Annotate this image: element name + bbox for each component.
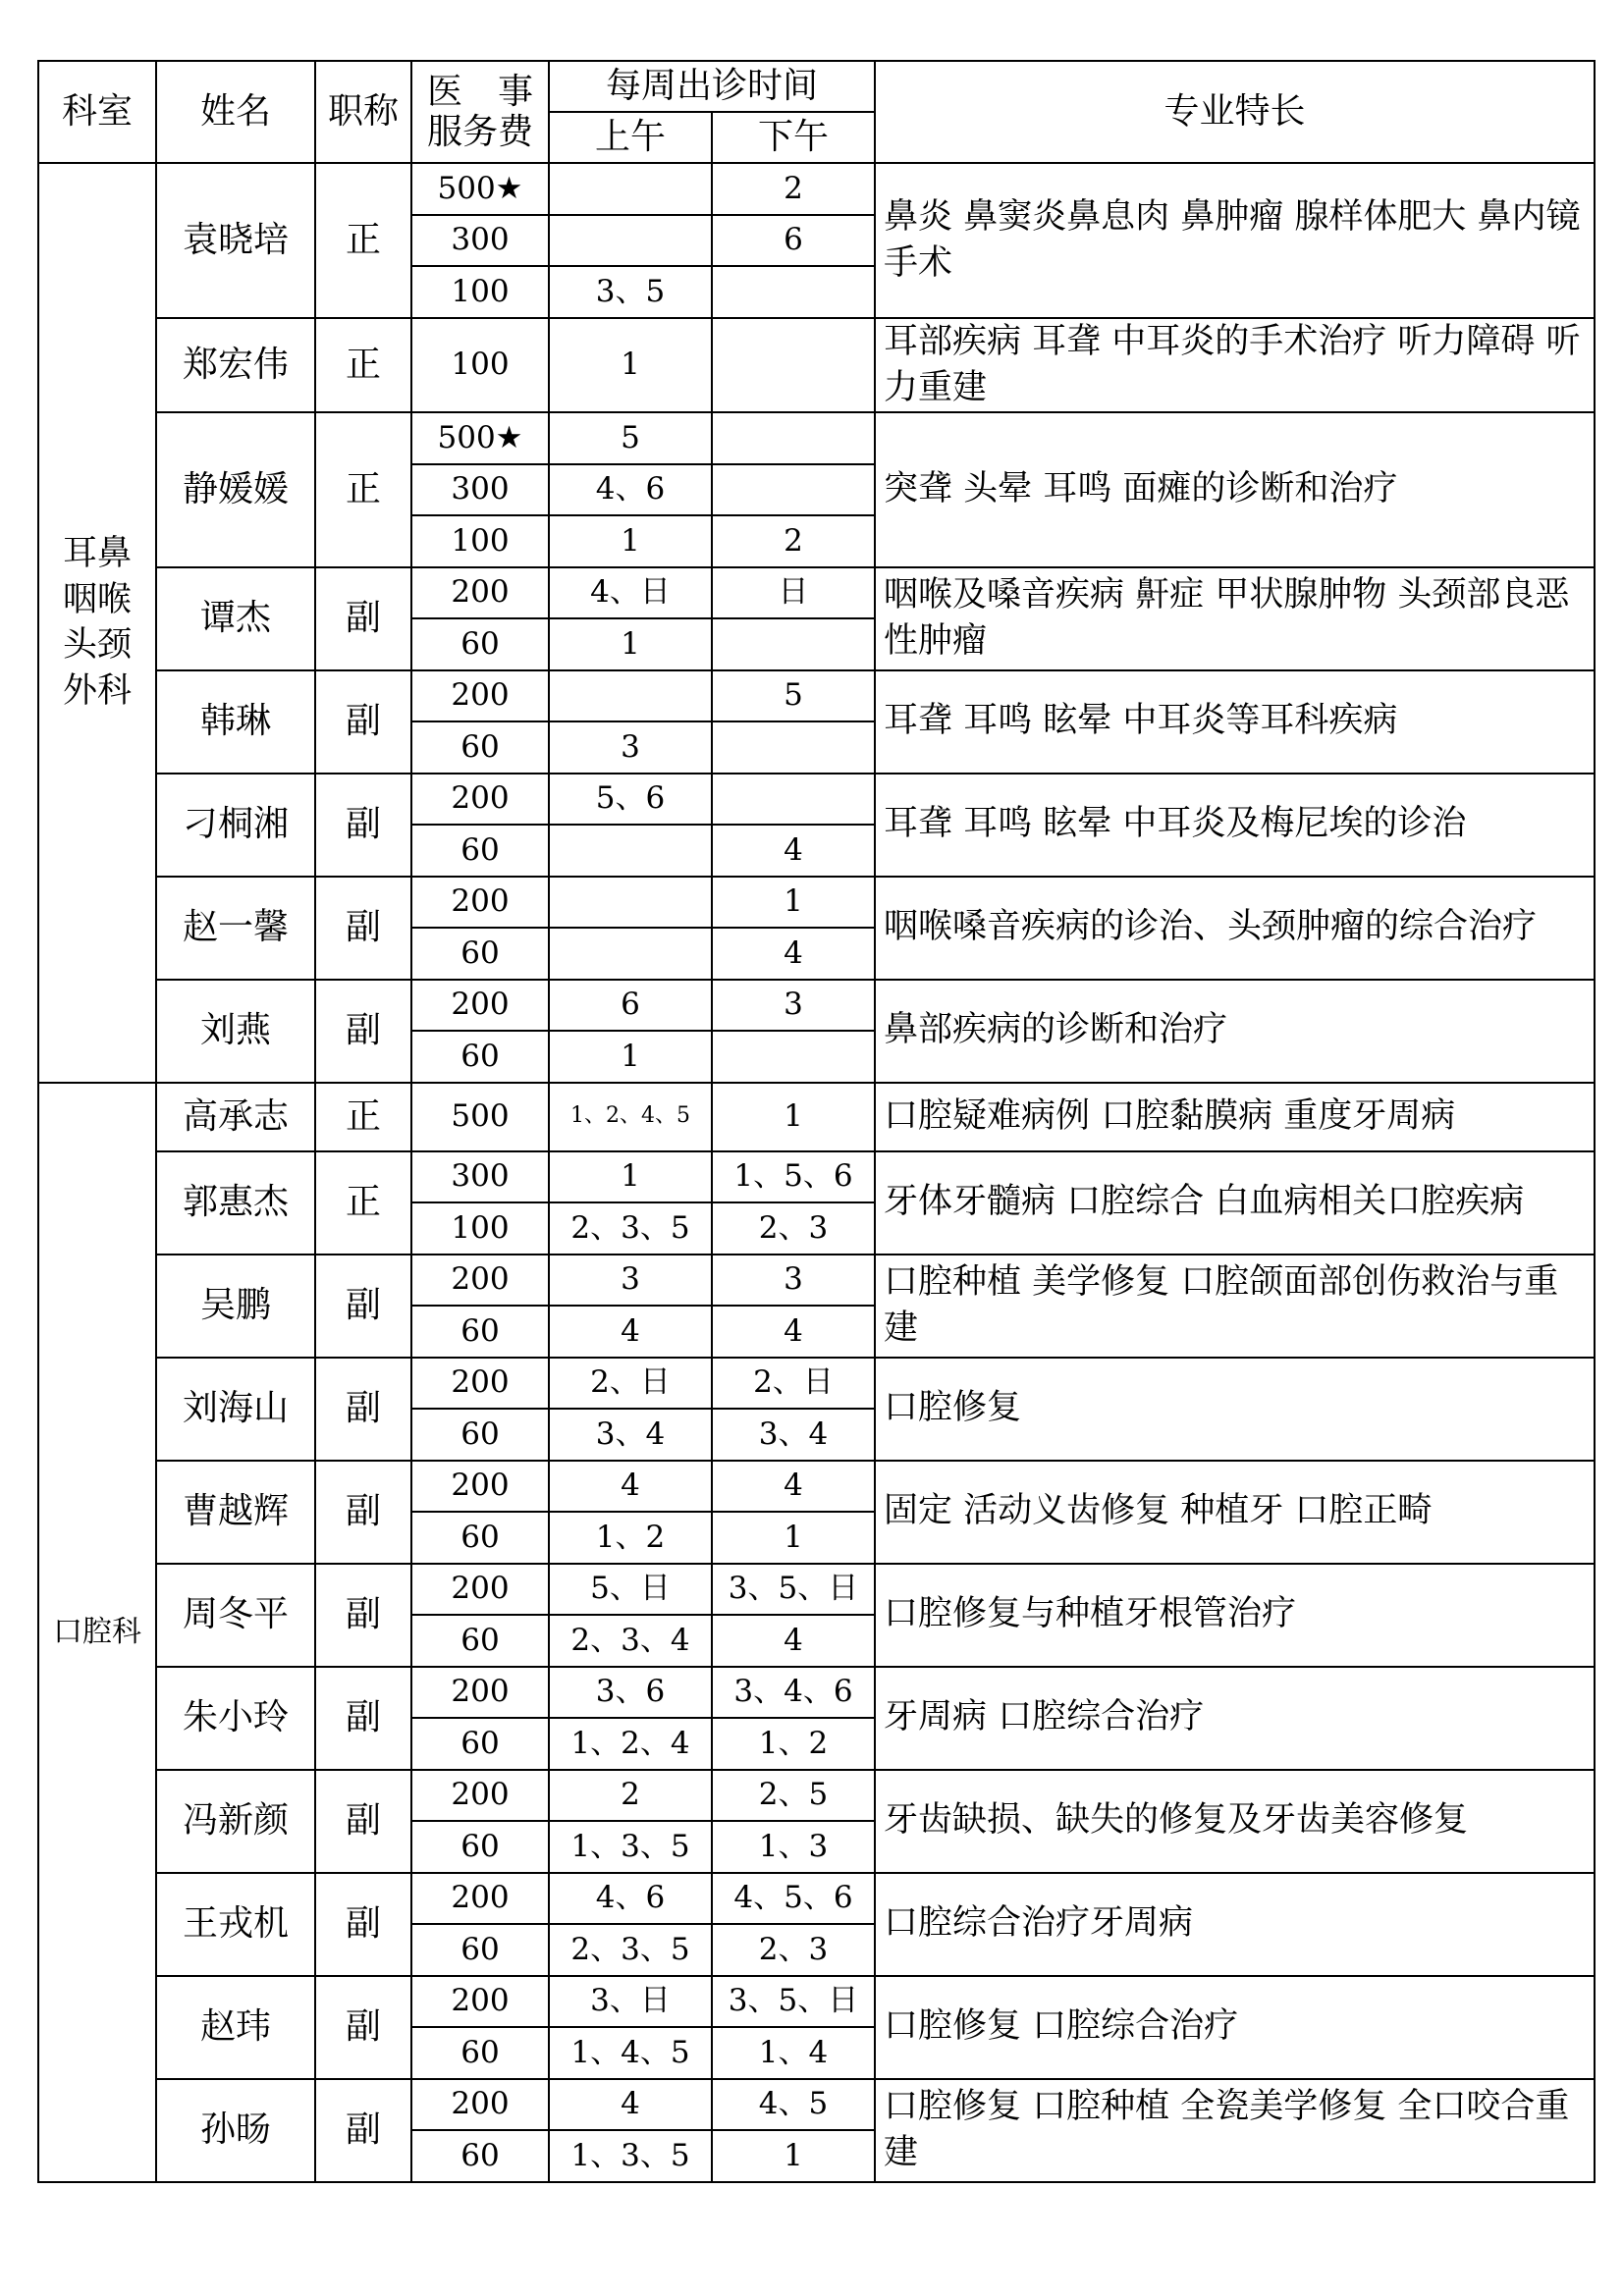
doctor-name: 刁桐湘 [156,774,315,877]
doctor-name: 郑宏伟 [156,318,315,413]
clinic-schedule-table [37,60,1596,2183]
table-row [38,163,1595,215]
doctor-specialty: 口腔修复 口腔种植 全瓷美学修复 全口咬合重建 [875,2079,1595,2182]
am-days: 4 [549,1306,712,1358]
pm-days: 3 [712,1255,875,1307]
pm-days: 1、4 [712,2027,875,2079]
am-days: 1 [549,1151,712,1203]
header-fee-line1: 医 事 [426,71,533,112]
header-schedule: 每周出诊时间 [549,61,875,112]
department-name-line: 咽喉 [62,579,132,619]
service-fee: 200 [411,1255,549,1307]
pm-days: 1、2 [712,1718,875,1770]
pm-days: 2 [712,163,875,215]
service-fee: 100 [411,266,549,318]
doctor-specialty: 鼻炎 鼻窦炎鼻息肉 鼻肿瘤 腺样体肥大 鼻内镜手术 [875,163,1595,318]
am-days [549,215,712,267]
service-fee: 200 [411,1873,549,1925]
service-fee: 200 [411,877,549,929]
table-row [38,877,1595,929]
doctor-name: 赵一馨 [156,877,315,980]
am-days [549,877,712,929]
doctor-title: 副 [315,2079,411,2182]
doctor-specialty: 口腔疑难病例 口腔黏膜病 重度牙周病 [875,1083,1595,1151]
service-fee: 500★ [411,412,549,464]
am-days: 1、2、4 [549,1718,712,1770]
doctor-title: 副 [315,774,411,877]
service-fee: 300 [411,1151,549,1203]
pm-days: 1、3 [712,1821,875,1873]
service-fee: 60 [411,1306,549,1358]
am-days: 5、日 [549,1564,712,1616]
am-days: 3、6 [549,1667,712,1719]
header-specialty: 专业特长 [875,61,1595,163]
service-fee: 300 [411,215,549,267]
service-fee: 60 [411,1031,549,1083]
doctor-name: 谭杰 [156,567,315,670]
pm-days: 4、5、6 [712,1873,875,1925]
am-days: 3 [549,1255,712,1307]
doctor-specialty: 耳聋 耳鸣 眩晕 中耳炎等耳科疾病 [875,670,1595,774]
am-days: 1 [549,515,712,567]
pm-days: 3、4 [712,1409,875,1461]
doctor-specialty: 牙体牙髓病 口腔综合 白血病相关口腔疾病 [875,1151,1595,1255]
am-days: 1、4、5 [549,2027,712,2079]
doctor-name: 郭惠杰 [156,1151,315,1255]
am-days: 4 [549,2079,712,2131]
pm-days: 4 [712,825,875,877]
doctor-specialty: 牙齿缺损、缺失的修复及牙齿美容修复 [875,1770,1595,1873]
pm-days: 6 [712,215,875,267]
service-fee: 60 [411,1924,549,1976]
doctor-title: 副 [315,980,411,1083]
pm-days: 1、5、6 [712,1151,875,1203]
pm-days: 3、5、日 [712,1976,875,2028]
doctor-name: 王戎机 [156,1873,315,1976]
pm-days [712,412,875,464]
service-fee: 60 [411,1615,549,1667]
doctor-specialty: 鼻部疾病的诊断和治疗 [875,980,1595,1083]
pm-days: 5 [712,670,875,722]
header-pm: 下午 [712,112,875,163]
doctor-name: 静媛媛 [156,412,315,567]
doctor-name: 高承志 [156,1083,315,1151]
table-row [38,1358,1595,1410]
service-fee: 100 [411,1202,549,1255]
service-fee: 60 [411,1409,549,1461]
department-name-line: 外科 [62,670,132,711]
am-days: 2、3、5 [549,1202,712,1255]
doctor-name: 刘海山 [156,1358,315,1461]
service-fee: 200 [411,774,549,826]
department-cell: 口腔科 [38,1083,156,2182]
doctor-name: 冯新颜 [156,1770,315,1873]
am-days: 4、6 [549,1873,712,1925]
doctor-name: 袁晓培 [156,163,315,318]
header-title: 职称 [315,61,411,163]
doctor-title: 副 [315,1976,411,2079]
am-days: 2 [549,1770,712,1822]
am-days: 1、2 [549,1512,712,1564]
am-days: 3 [549,721,712,774]
pm-days: 1 [712,1512,875,1564]
service-fee: 60 [411,2027,549,2079]
doctor-title: 副 [315,567,411,670]
doctor-specialty: 口腔综合治疗牙周病 [875,1873,1595,1976]
pm-days: 2、3 [712,1924,875,1976]
am-days: 1 [549,618,712,670]
am-days: 3、5 [549,266,712,318]
service-fee: 100 [411,515,549,567]
service-fee: 100 [411,318,549,413]
am-days: 5、6 [549,774,712,826]
pm-days: 2 [712,515,875,567]
pm-days: 3、4、6 [712,1667,875,1719]
service-fee: 60 [411,618,549,670]
service-fee: 60 [411,1718,549,1770]
table-row [38,1667,1595,1719]
am-days: 1、2、4、5 [549,1083,712,1151]
pm-days: 2、日 [712,1358,875,1410]
pm-days: 3 [712,980,875,1032]
doctor-name: 曹越辉 [156,1461,315,1564]
header-fee-line2: 服务费 [426,112,533,152]
doctor-specialty: 耳聋 耳鸣 眩晕 中耳炎及梅尼埃的诊治 [875,774,1595,877]
service-fee: 500 [411,1083,549,1151]
doctor-title: 正 [315,318,411,413]
doctor-specialty: 口腔种植 美学修复 口腔颌面部创伤救治与重建 [875,1255,1595,1358]
pm-days: 4 [712,928,875,980]
pm-days: 4 [712,1306,875,1358]
am-days: 5 [549,412,712,464]
department-name-line: 耳鼻 [62,534,132,574]
am-days: 4 [549,1461,712,1513]
doctor-name: 韩琳 [156,670,315,774]
am-days [549,928,712,980]
service-fee: 60 [411,2130,549,2182]
doctor-specialty: 口腔修复 [875,1358,1595,1461]
table-row [38,1151,1595,1203]
pm-days [712,266,875,318]
doctor-title: 正 [315,412,411,567]
doctor-title: 副 [315,1667,411,1770]
doctor-title: 副 [315,1461,411,1564]
am-days: 4、日 [549,567,712,619]
header-am: 上午 [549,112,712,163]
doctor-specialty: 耳部疾病 耳聋 中耳炎的手术治疗 听力障碍 听力重建 [875,318,1595,413]
doctor-name: 刘燕 [156,980,315,1083]
pm-days [712,774,875,826]
schedule-body [38,163,1595,2182]
table-row [38,670,1595,722]
header-dept: 科室 [38,61,156,163]
doctor-specialty: 牙周病 口腔综合治疗 [875,1667,1595,1770]
header-fee [411,61,549,163]
service-fee: 60 [411,721,549,774]
doctor-title: 副 [315,1873,411,1976]
doctor-specialty: 突聋 头晕 耳鸣 面瘫的诊断和治疗 [875,412,1595,567]
service-fee: 200 [411,670,549,722]
doctor-specialty: 口腔修复与种植牙根管治疗 [875,1564,1595,1667]
table-row [38,567,1595,619]
doctor-title: 副 [315,1770,411,1873]
doctor-specialty: 口腔修复 口腔综合治疗 [875,1976,1595,2079]
doctor-title: 副 [315,877,411,980]
service-fee: 60 [411,1512,549,1564]
table-row [38,980,1595,1032]
doctor-title: 副 [315,1564,411,1667]
am-days [549,825,712,877]
table-row [38,318,1595,413]
table-row [38,1564,1595,1616]
am-days: 1、3、5 [549,2130,712,2182]
service-fee: 500★ [411,163,549,215]
department-cell [38,163,156,1083]
am-days [549,163,712,215]
table-row [38,2079,1595,2131]
pm-days: 1 [712,877,875,929]
pm-days: 1 [712,2130,875,2182]
pm-days: 2、3 [712,1202,875,1255]
am-days: 1、3、5 [549,1821,712,1873]
doctor-specialty: 固定 活动义齿修复 种植牙 口腔正畸 [875,1461,1595,1564]
pm-days [712,721,875,774]
am-days: 3、4 [549,1409,712,1461]
table-row [38,1770,1595,1822]
table-row [38,412,1595,464]
pm-days [712,618,875,670]
doctor-name: 朱小玲 [156,1667,315,1770]
doctor-title: 副 [315,1255,411,1358]
table-row [38,1461,1595,1513]
pm-days: 2、5 [712,1770,875,1822]
am-days: 2、3、5 [549,1924,712,1976]
am-days: 2、日 [549,1358,712,1410]
am-days: 1 [549,318,712,413]
doctor-title: 副 [315,670,411,774]
doctor-name: 吴鹏 [156,1255,315,1358]
doctor-title: 正 [315,1151,411,1255]
pm-days: 4 [712,1615,875,1667]
pm-days: 4 [712,1461,875,1513]
am-days: 6 [549,980,712,1032]
am-days: 2、3、4 [549,1615,712,1667]
service-fee: 200 [411,1564,549,1616]
header-name: 姓名 [156,61,315,163]
service-fee: 200 [411,1667,549,1719]
service-fee: 200 [411,2079,549,2131]
service-fee: 300 [411,464,549,516]
pm-days: 日 [712,567,875,619]
department-name-line: 头颈 [62,625,132,666]
table-row [38,1976,1595,2028]
pm-days [712,1031,875,1083]
table-row [38,1083,1595,1151]
service-fee: 200 [411,1461,549,1513]
table-row [38,774,1595,826]
am-days: 3、日 [549,1976,712,2028]
am-days: 4、6 [549,464,712,516]
service-fee: 200 [411,980,549,1032]
pm-days [712,318,875,413]
pm-days [712,464,875,516]
service-fee: 200 [411,1358,549,1410]
pm-days: 4、5 [712,2079,875,2131]
doctor-name: 赵玮 [156,1976,315,2079]
service-fee: 60 [411,1821,549,1873]
service-fee: 200 [411,567,549,619]
doctor-specialty: 咽喉及嗓音疾病 鼾症 甲状腺肿物 头颈部良恶性肿瘤 [875,567,1595,670]
doctor-title: 正 [315,163,411,318]
service-fee: 60 [411,825,549,877]
doctor-name: 周冬平 [156,1564,315,1667]
table-row [38,1255,1595,1307]
service-fee: 60 [411,928,549,980]
table-row [38,1873,1595,1925]
doctor-title: 正 [315,1083,411,1151]
am-days [549,670,712,722]
doctor-title: 副 [315,1358,411,1461]
doctor-name: 孙旸 [156,2079,315,2182]
pm-days: 1 [712,1083,875,1151]
am-days: 1 [549,1031,712,1083]
doctor-specialty: 咽喉嗓音疾病的诊治、头颈肿瘤的综合治疗 [875,877,1595,980]
pm-days: 3、5、日 [712,1564,875,1616]
service-fee: 200 [411,1976,549,2028]
service-fee: 200 [411,1770,549,1822]
